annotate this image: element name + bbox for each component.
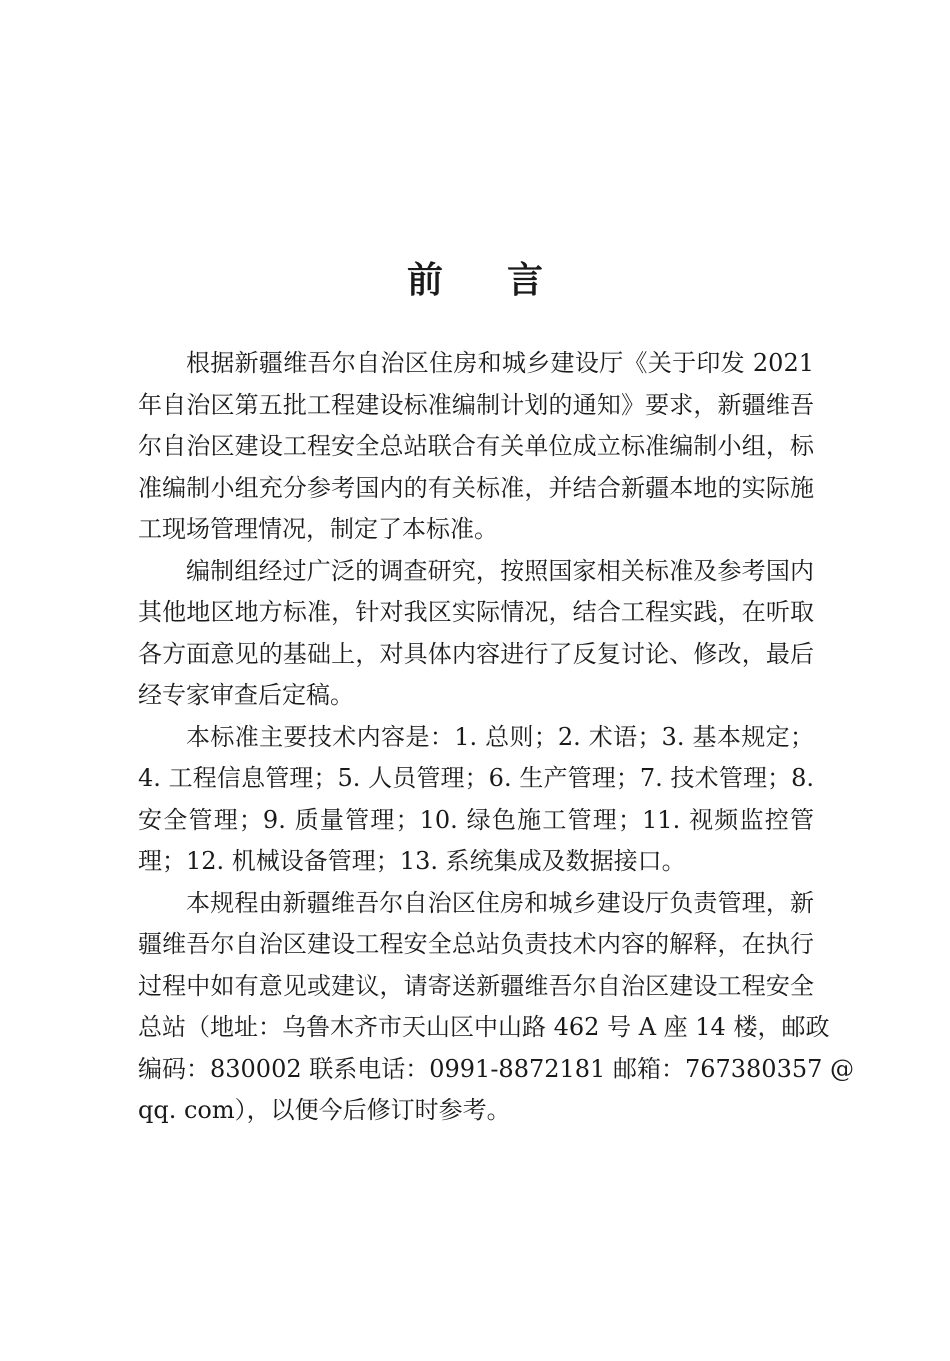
title-char-1: 前	[406, 259, 443, 301]
text-line: 编码：830002 联系电话：0991-8872181 邮箱：767380357 @	[138, 1054, 855, 1083]
text-line: qq. com），以便今后修订时参考。	[138, 1096, 511, 1124]
text-line: 疆维吾尔自治区建设工程安全总站负责技术内容的解释，在执行	[138, 930, 814, 958]
paragraph-2	[138, 551, 814, 717]
text-line: 准编制小组充分参考国内的有关标准，并结合新疆本地的实际施	[138, 473, 814, 502]
text-line: 4. 工程信息管理；5. 人员管理；6. 生产管理；7. 技术管理；8.	[138, 764, 814, 792]
text-line: 工现场管理情况，制定了本标准。	[138, 515, 498, 543]
text-line: 尔自治区建设工程安全总站联合有关单位成立标准编制小组，标	[138, 432, 814, 460]
text-line: 理；12. 机械设备管理；13. 系统集成及数据接口。	[138, 847, 686, 875]
text-line: 其他地区地方标准，针对我区实际情况，结合工程实践，在听取	[138, 598, 814, 626]
text-line: 过程中如有意见或建议，请寄送新疆维吾尔自治区建设工程安全	[138, 971, 814, 1000]
paragraph-1	[138, 343, 814, 551]
preface-body	[138, 343, 855, 1132]
text-line: 编制组经过广泛的调查研究，按照国家相关标准及参考国内	[186, 556, 814, 585]
text-line: 各方面意见的基础上，对具体内容进行了反复讨论、修改，最后	[138, 639, 814, 668]
text-line: 安全管理；9. 质量管理；10. 绿色施工管理；11. 视频监控管	[138, 805, 814, 834]
text-line: 经专家审查后定稿。	[138, 681, 354, 709]
text-line: 本标准主要技术内容是：1. 总则；2. 术语；3. 基本规定；	[186, 722, 814, 751]
text-line: 本规程由新疆维吾尔自治区住房和城乡建设厅负责管理，新	[186, 888, 814, 917]
page-title	[0, 256, 950, 304]
text-line: 总站（地址：乌鲁木齐市天山区中山路 462 号 A 座 14 楼，邮政	[138, 1013, 830, 1041]
text-line: 根据新疆维吾尔自治区住房和城乡建设厅《关于印发 2021	[186, 349, 814, 377]
paragraph-3	[138, 717, 814, 883]
paragraph-4	[138, 883, 855, 1132]
title-char-2: 言	[507, 259, 544, 301]
text-line: 年自治区第五批工程建设标准编制计划的通知》要求，新疆维吾	[138, 390, 814, 419]
